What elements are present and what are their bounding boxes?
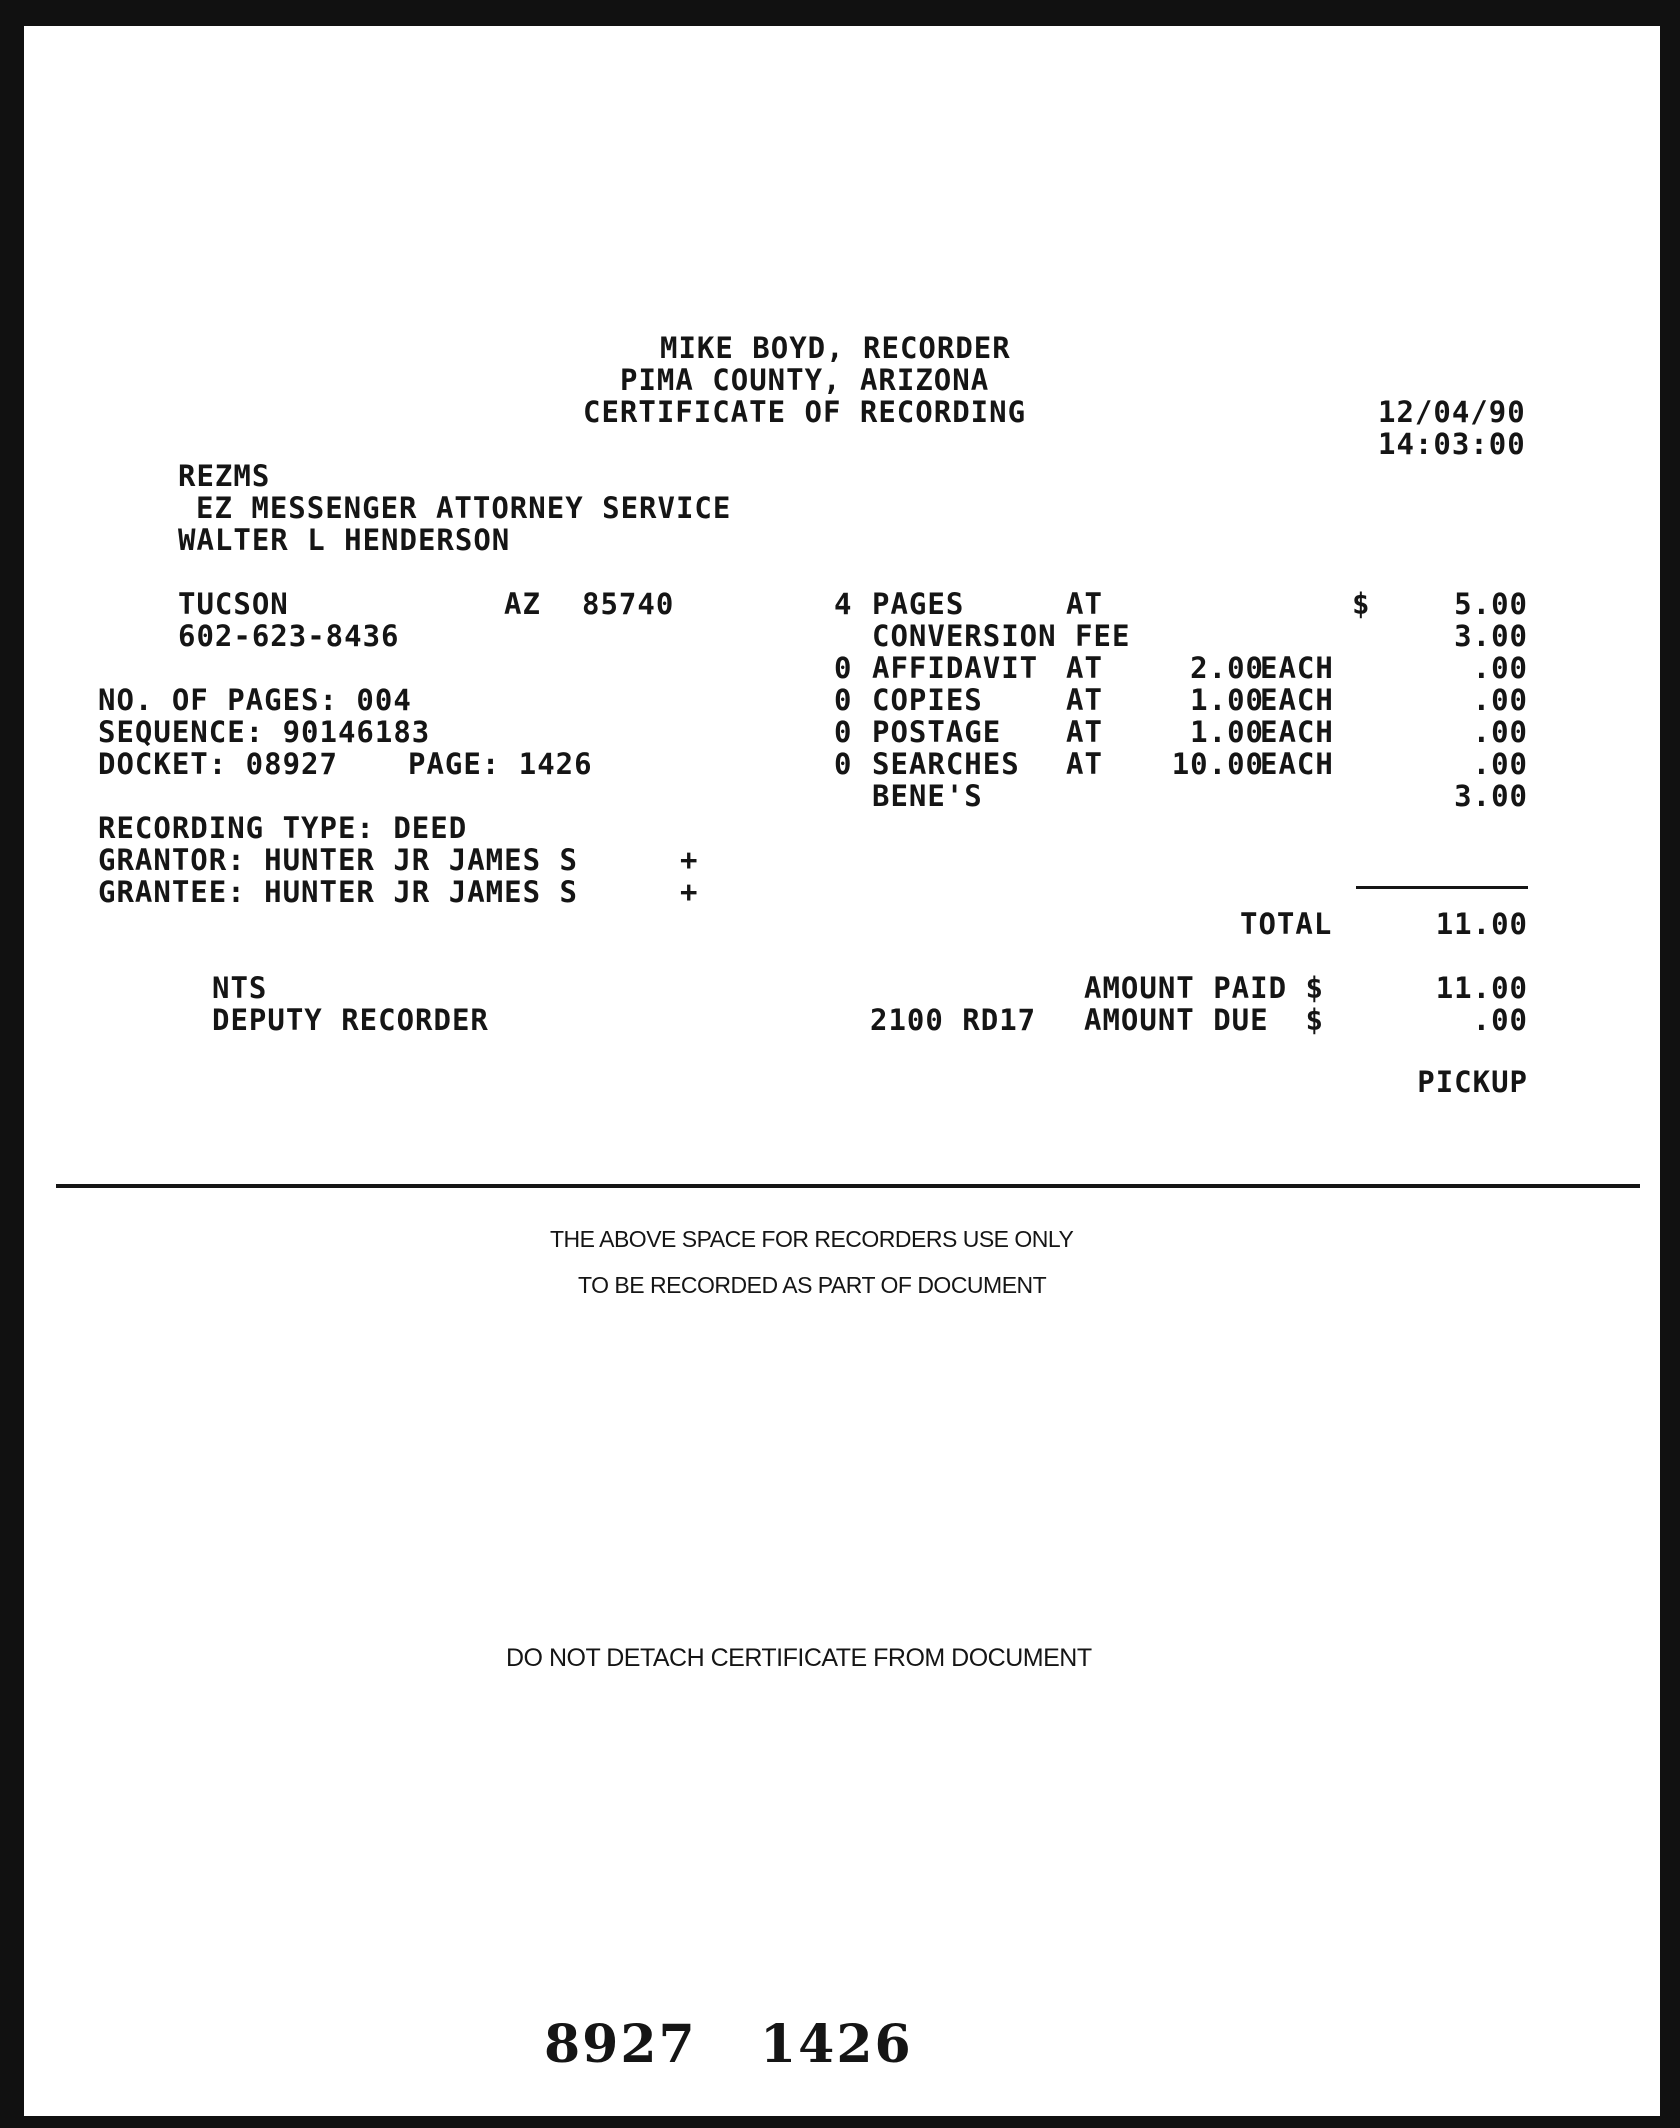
fee-amount: 5.00	[1454, 587, 1528, 621]
fee-each: EACH	[1260, 683, 1334, 717]
fee-amount: 3.00	[1454, 619, 1528, 653]
recorder-use-notice: THE ABOVE SPACE FOR RECORDERS USE ONLY	[550, 1226, 1074, 1252]
fee-item: PAGES	[872, 587, 965, 621]
record-date: 12/04/90	[1378, 395, 1526, 429]
fee-each: EACH	[1260, 747, 1334, 781]
grantor: GRANTOR: HUNTER JR JAMES S	[98, 843, 578, 877]
fee-amount: 3.00	[1454, 779, 1528, 813]
fee-item: AFFIDAVIT	[872, 651, 1039, 685]
fee-rate: 10.00	[1171, 747, 1264, 781]
fee-currency: $	[1352, 587, 1371, 621]
recorder-name: MIKE BOYD, RECORDER	[660, 331, 1011, 365]
page-stamp: 1426	[760, 2014, 913, 2075]
amount-due: .00	[1472, 1003, 1528, 1037]
amount-paid-label: AMOUNT PAID $	[1084, 971, 1324, 1005]
fee-item: BENE'S	[872, 779, 983, 813]
fee-qty: 4	[834, 587, 853, 621]
fee-at: AT	[1066, 683, 1103, 717]
record-time: 14:03:00	[1378, 427, 1526, 461]
recording-type: RECORDING TYPE: DEED	[98, 811, 468, 845]
amount-paid: 11.00	[1435, 971, 1528, 1005]
fee-item: CONVERSION FEE	[872, 619, 1131, 653]
amount-due-label: AMOUNT DUE $	[1084, 1003, 1324, 1037]
submitter-code: REZMS	[178, 459, 271, 493]
deputy-title: DEPUTY RECORDER	[212, 1003, 489, 1037]
fee-each: EACH	[1260, 715, 1334, 749]
fee-qty: 0	[834, 715, 853, 749]
submitter-phone: 602-623-8436	[178, 619, 400, 653]
submitter-zip: 85740	[582, 587, 675, 621]
fee-amount: .00	[1472, 747, 1528, 781]
fee-item: COPIES	[872, 683, 983, 717]
fee-rate: 1.00	[1190, 683, 1264, 717]
fee-amount: .00	[1472, 651, 1528, 685]
docket-stamp: 8927	[544, 2014, 697, 2075]
fee-at: AT	[1066, 747, 1103, 781]
pickup-label: PICKUP	[1417, 1065, 1528, 1099]
submitter-state: AZ	[504, 587, 541, 621]
fee-at: AT	[1066, 651, 1103, 685]
fee-at: AT	[1066, 587, 1103, 621]
fee-amount: .00	[1472, 683, 1528, 717]
fee-item: SEARCHES	[872, 747, 1020, 781]
deputy-initials: NTS	[212, 971, 268, 1005]
docket-page: PAGE: 1426	[408, 747, 593, 781]
total-label: TOTAL	[1240, 907, 1333, 941]
fee-item: POSTAGE	[872, 715, 1002, 749]
fee-each: EACH	[1260, 651, 1334, 685]
fee-rate: 2.00	[1190, 651, 1264, 685]
submitter-city: TUCSON	[178, 587, 289, 621]
detach-warning: DO NOT DETACH CERTIFICATE FROM DOCUMENT	[506, 1644, 1092, 1672]
grantee-plus: +	[680, 875, 699, 909]
county-name: PIMA COUNTY, ARIZONA	[620, 363, 990, 397]
submitter-company: EZ MESSENGER ATTORNEY SERVICE	[196, 491, 732, 525]
recorded-part-notice: TO BE RECORDED AS PART OF DOCUMENT	[578, 1272, 1047, 1298]
sequence-number: SEQUENCE: 90146183	[98, 715, 431, 749]
grantee: GRANTEE: HUNTER JR JAMES S	[98, 875, 578, 909]
terminal-id: 2100 RD17	[870, 1003, 1037, 1037]
fee-qty: 0	[834, 683, 853, 717]
certificate-title: CERTIFICATE OF RECORDING	[583, 395, 1027, 429]
certificate-sheet	[24, 26, 1660, 2116]
fee-at: AT	[1066, 715, 1103, 749]
fee-qty: 0	[834, 747, 853, 781]
divider-line	[56, 1184, 1640, 1188]
total-rule	[1356, 886, 1528, 889]
pages-count: NO. OF PAGES: 004	[98, 683, 412, 717]
docket-number: DOCKET: 08927	[98, 747, 338, 781]
submitter-name: WALTER L HENDERSON	[178, 523, 511, 557]
grantor-plus: +	[680, 843, 699, 877]
total-amount: 11.00	[1435, 907, 1528, 941]
fee-qty: 0	[834, 651, 853, 685]
fee-amount: .00	[1472, 715, 1528, 749]
fee-rate: 1.00	[1190, 715, 1264, 749]
